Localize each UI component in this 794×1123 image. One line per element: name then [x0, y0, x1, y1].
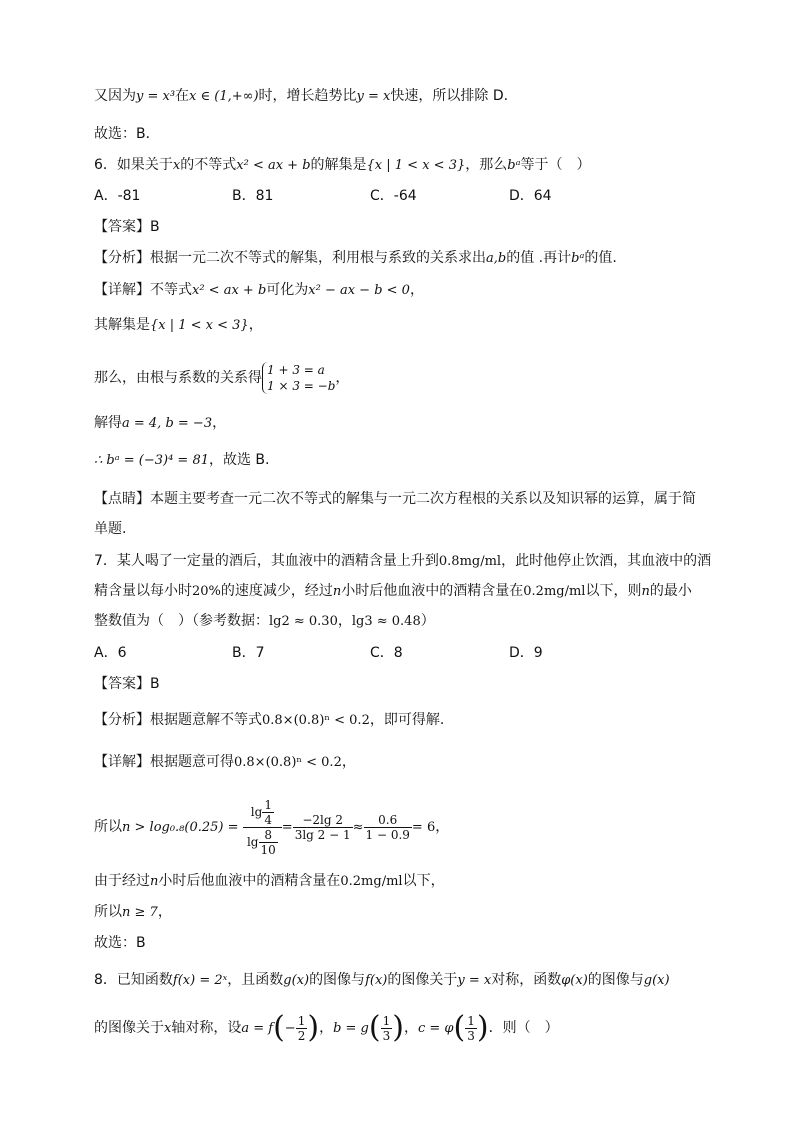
conclusion-7: [94, 902, 172, 923]
text: 【详解】不等式: [94, 282, 192, 298]
math: a,b: [486, 251, 507, 266]
system-line: [94, 358, 349, 398]
detail-7: [94, 752, 356, 773]
text: ，故选 B.: [208, 452, 270, 468]
equation: 1 × 3 = −b: [267, 379, 336, 393]
analysis-7: [94, 710, 444, 731]
option-d: D．9: [509, 645, 543, 661]
math: g(x): [283, 973, 310, 988]
text: 整数值为（ ）（参考数据：: [94, 613, 269, 629]
fraction-denominator: [243, 828, 282, 857]
math: 0.8×(0.8)ⁿ < 0.2: [234, 755, 342, 770]
fraction-denominator: 2: [297, 1028, 306, 1043]
option-c: C．8: [370, 645, 403, 661]
text: 所以: [94, 904, 122, 920]
equation-system: [262, 362, 335, 394]
text: 【详解】根据题意可得: [94, 754, 234, 770]
option-c: C．-64: [370, 188, 417, 204]
math: b = g: [333, 1021, 369, 1036]
comment-6-line-2: 单题.: [94, 521, 127, 537]
fraction: [262, 798, 274, 827]
math: f(x): [365, 973, 388, 988]
math: n > log₀.₈(0.25) =: [122, 820, 239, 835]
math: 20%: [192, 584, 221, 599]
text: 的不等式: [180, 157, 237, 173]
math: x² < ax + b: [192, 283, 267, 298]
text: 的图像与: [587, 972, 644, 988]
text: ．则（ ）: [488, 1020, 559, 1036]
text: 对称，函数: [491, 972, 562, 988]
math: n: [641, 584, 650, 599]
text: 快速，所以排除 D.: [390, 88, 509, 104]
text: ，: [337, 613, 352, 629]
final-line: [94, 450, 270, 471]
math: φ(x): [561, 973, 588, 988]
question-7-line-1: [94, 551, 711, 572]
comment-6-line-1: 【点睛】本题主要考查一元二次不等式的解集与一元二次方程根的关系以及知识幂的运算，属于简: [94, 491, 696, 507]
log-derivation: [94, 796, 449, 859]
text: ，: [319, 1020, 334, 1036]
question-7-line-3: [94, 611, 435, 632]
text: 7．某人喝了一定量的酒后，其血液中的酒精含量上升到: [94, 553, 439, 569]
question-6: [94, 155, 590, 176]
fraction-numerator: −2lg 2: [293, 813, 353, 828]
text: ，: [212, 415, 227, 431]
fraction: [296, 1014, 308, 1043]
option-d: D．64: [509, 188, 552, 204]
text: 解得: [94, 415, 122, 431]
text: ，: [335, 370, 350, 386]
question-8-line-1: [94, 970, 670, 991]
text: ，: [248, 317, 263, 333]
analysis-6: [94, 248, 617, 269]
choice-7: 故选：B: [94, 935, 146, 951]
math: x: [172, 158, 181, 173]
fraction-numerator: 0.6: [364, 813, 412, 828]
text: 的值.: [584, 250, 617, 266]
answer-6: 【答案】B: [94, 219, 160, 235]
math: x: [164, 1021, 172, 1036]
fraction-numerator: 1: [264, 797, 272, 812]
question-7-line-2: [94, 581, 692, 602]
fraction-denominator: 10: [260, 842, 276, 857]
choice-line: 故选：B．: [94, 126, 160, 142]
text: ，: [341, 754, 356, 770]
math: {x | 1 < x < 3}: [150, 318, 249, 333]
text: 【分析】根据题意解不等式: [94, 712, 262, 728]
math: a = f: [241, 1021, 274, 1036]
text: 时，增长趋势比: [258, 88, 357, 104]
math: n ≥ 7: [122, 905, 158, 920]
text: 的图像与: [309, 972, 366, 988]
fraction: [381, 1014, 393, 1043]
text: 小时后他血液中的酒精含量在: [158, 873, 341, 889]
text: ，此时他停止饮酒，其血液中的酒: [501, 553, 712, 569]
text: 的速度减少，经过: [220, 583, 333, 599]
option-b: B．81: [232, 188, 274, 204]
paren: ): [307, 1010, 320, 1045]
text: 的值 .再计: [506, 250, 572, 266]
text: 轴对称，设: [171, 1020, 242, 1036]
option-a: A．6: [94, 645, 127, 661]
text: 8．已知函数: [94, 972, 173, 988]
paren: ): [392, 1010, 404, 1045]
text-line-1: [94, 86, 508, 107]
text: ，且函数: [227, 972, 284, 988]
math: bᵃ: [571, 251, 585, 266]
option-b: B．7: [232, 645, 265, 661]
math: lg2 ≈ 0.30: [269, 614, 338, 629]
text: 等于（ ）: [520, 157, 591, 173]
paren: ): [476, 1010, 489, 1045]
math: 0.8×(0.8)ⁿ < 0.2: [262, 713, 370, 728]
math: 0.8mg/ml: [438, 554, 502, 569]
fraction-denominator: 3lg 2 − 1: [294, 827, 351, 842]
text: ）: [420, 613, 435, 629]
equation: 1 + 3 = a: [267, 363, 325, 377]
math: {x | 1 < x < 3}: [366, 158, 466, 173]
text: 精含量以每小时: [94, 583, 192, 599]
text: 的最小: [649, 583, 692, 599]
math: 0.2mg/ml: [523, 584, 586, 599]
detail-6: [94, 280, 424, 301]
math: 0.2mg/ml: [340, 874, 403, 889]
math: n: [332, 584, 342, 599]
answer-7: 【答案】B: [94, 676, 160, 692]
text: 以下，则: [585, 583, 642, 599]
question-8-line-2: [94, 1008, 559, 1049]
text: 6．如果关于: [94, 157, 173, 173]
math: f(x) = 2ˣ: [172, 973, 228, 988]
fraction: [293, 813, 353, 842]
fraction: [364, 813, 412, 842]
math: −: [284, 1021, 296, 1036]
text: 小时后他血液中的酒精含量在: [341, 583, 524, 599]
text: lg: [246, 834, 259, 849]
fraction-denominator: 3: [382, 1028, 391, 1043]
paren: (: [273, 1010, 285, 1045]
fraction-lg: [243, 798, 282, 857]
math: y = x: [356, 89, 391, 104]
math: a = 4, b = −3: [122, 416, 213, 431]
fraction: [259, 828, 278, 857]
math: c = φ: [417, 1021, 454, 1036]
paren: (: [368, 1010, 381, 1045]
fraction-numerator: 1: [467, 1013, 475, 1028]
text: 可化为: [266, 282, 309, 298]
text: ，: [157, 904, 172, 920]
math: = 6: [411, 820, 436, 835]
math: lg3 ≈ 0.48: [351, 614, 421, 629]
text: lg: [250, 804, 263, 819]
paren: (: [453, 1010, 466, 1045]
solution-set-line: [94, 315, 263, 336]
text: ，即可得解.: [369, 712, 445, 728]
math: n: [150, 874, 159, 889]
text: 以下，: [402, 873, 445, 889]
text: 其解集是: [94, 317, 150, 333]
text: 的图像关于: [94, 1020, 164, 1036]
fraction-denominator: 1 − 0.9: [365, 827, 410, 842]
text: 在: [175, 88, 190, 104]
text: 的图像关于: [387, 972, 458, 988]
math: x² < ax + b: [236, 158, 311, 173]
fraction-numerator: 1: [382, 1013, 391, 1028]
text: 那么，由根与系数的关系得: [94, 370, 262, 386]
text: 又因为: [94, 88, 136, 104]
fraction-denominator: 4: [264, 812, 272, 827]
text: ，那么: [465, 157, 508, 173]
math: g(x): [643, 973, 670, 988]
math: y = x³: [136, 89, 176, 104]
text: ，: [435, 819, 450, 835]
text: 由于经过: [94, 873, 150, 889]
fraction-numerator: 1: [297, 1013, 306, 1028]
option-a: A．-81: [94, 188, 141, 204]
text: 【分析】根据一元二次不等式的解集，利用根与系致的关系求出: [94, 250, 486, 266]
math: x² − ax − b < 0: [308, 283, 410, 298]
math: y = x: [457, 973, 492, 988]
text: 的解集是: [310, 157, 367, 173]
math: ∴ bᵃ = (−3)⁴ = 81: [94, 453, 209, 468]
math: ≈: [352, 820, 364, 835]
reason-7: [94, 871, 445, 892]
fraction-numerator: 8: [259, 828, 278, 843]
text: 所以: [94, 819, 122, 835]
math: x ∈ (1,+∞): [189, 89, 259, 104]
result-line: [94, 413, 226, 434]
text: ，: [403, 1020, 418, 1036]
fraction-denominator: 3: [467, 1028, 475, 1043]
fraction: [465, 1014, 477, 1043]
fraction-numerator: [243, 798, 282, 828]
math: bᵃ: [507, 158, 521, 173]
math: =: [281, 820, 293, 835]
text: ，: [409, 282, 424, 298]
